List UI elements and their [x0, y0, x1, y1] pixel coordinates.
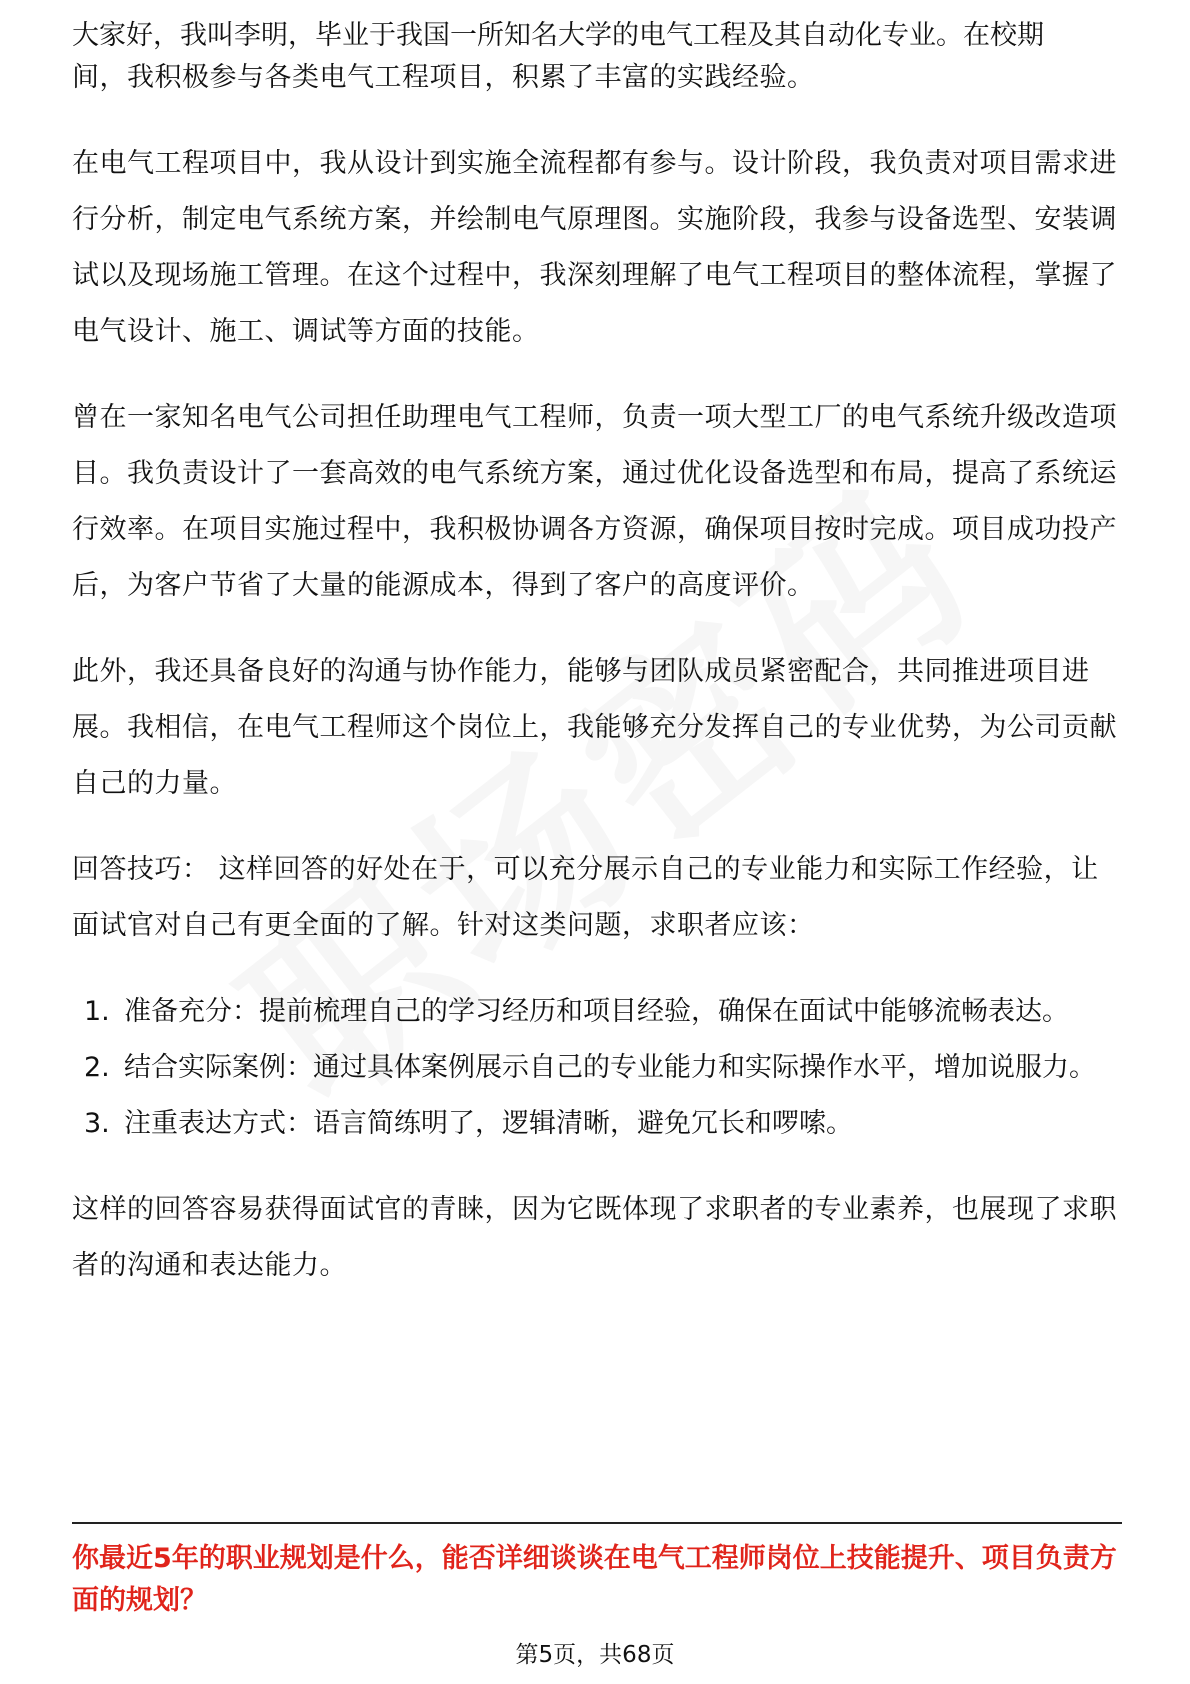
section-divider [72, 1522, 1122, 1524]
tips-list [72, 984, 1122, 1152]
list-text: 准备充分：提前梳理自己的学习经历和项目经验，确保在面试中能够流畅表达。 [124, 996, 1069, 1027]
next-question-heading: 你最近5年的职业规划是什么，能否详细谈谈在电气工程师岗位上技能提升、项目负责方面的规划？ [72, 1543, 1117, 1616]
paragraph-3: 曾在一家知名电气公司担任助理电气工程师，负责一项大型工厂的电气系统升级改造项目。我负责设计了一套高效的电气系统方案，通过优化设备选型和布局，提高了系统运行效率。在项目实施过程中，我积极协调各方资源，确保项目按时完成。项目成功投产后，为客户节省了大量的能源成本，得到了客户的高度评价。 [72, 402, 1117, 601]
closing-paragraph: 这样的回答容易获得面试官的青睐，因为它既体现了求职者的专业素养，也展现了求职者的沟通和表达能力。 [72, 1194, 1117, 1281]
list-item [84, 1040, 1122, 1096]
answer-tips-intro: 回答技巧： 这样回答的好处在于，可以充分展示自己的专业能力和实际工作经验，让面试官对自己有更全面的了解。针对这类问题，求职者应该： [72, 854, 1099, 941]
list-number: 3. [84, 1108, 110, 1139]
list-item [84, 984, 1122, 1040]
list-item [84, 1096, 1122, 1152]
document-body [72, 22, 1122, 1324]
list-number: 2. [84, 1052, 110, 1083]
page-number: 第5页，共68页 [515, 1642, 675, 1668]
paragraph-2: 在电气工程项目中，我从设计到实施全流程都有参与。设计阶段，我负责对项目需求进行分析，制定电气系统方案，并绘制电气原理图。实施阶段，我参与设备选型、安装调试以及现场施工管理。在这个过程中，我深刻理解了电气工程项目的整体流程，掌握了电气设计、施工、调试等方面的技能。 [72, 148, 1117, 347]
paragraph-1: 间，我积极参与各类电气工程项目，积累了丰富的实践经验。 [72, 62, 815, 93]
list-number: 1. [84, 996, 110, 1027]
list-text: 结合实际案例：通过具体案例展示自己的专业能力和实际操作水平，增加说服力。 [124, 1052, 1096, 1083]
list-text: 注重表达方式：语言简练明了，逻辑清晰，避免冗长和啰嗦。 [124, 1108, 853, 1139]
paragraph-4: 此外，我还具备良好的沟通与协作能力，能够与团队成员紧密配合，共同推进项目进展。我相信，在电气工程师这个岗位上，我能够充分发挥自己的专业优势，为公司贡献自己的力量。 [72, 656, 1117, 799]
cut-off-text-line: 大家好，我叫李明，毕业于我国一所知名大学的电气工程及其自动化专业。在校期 [72, 20, 1044, 50]
